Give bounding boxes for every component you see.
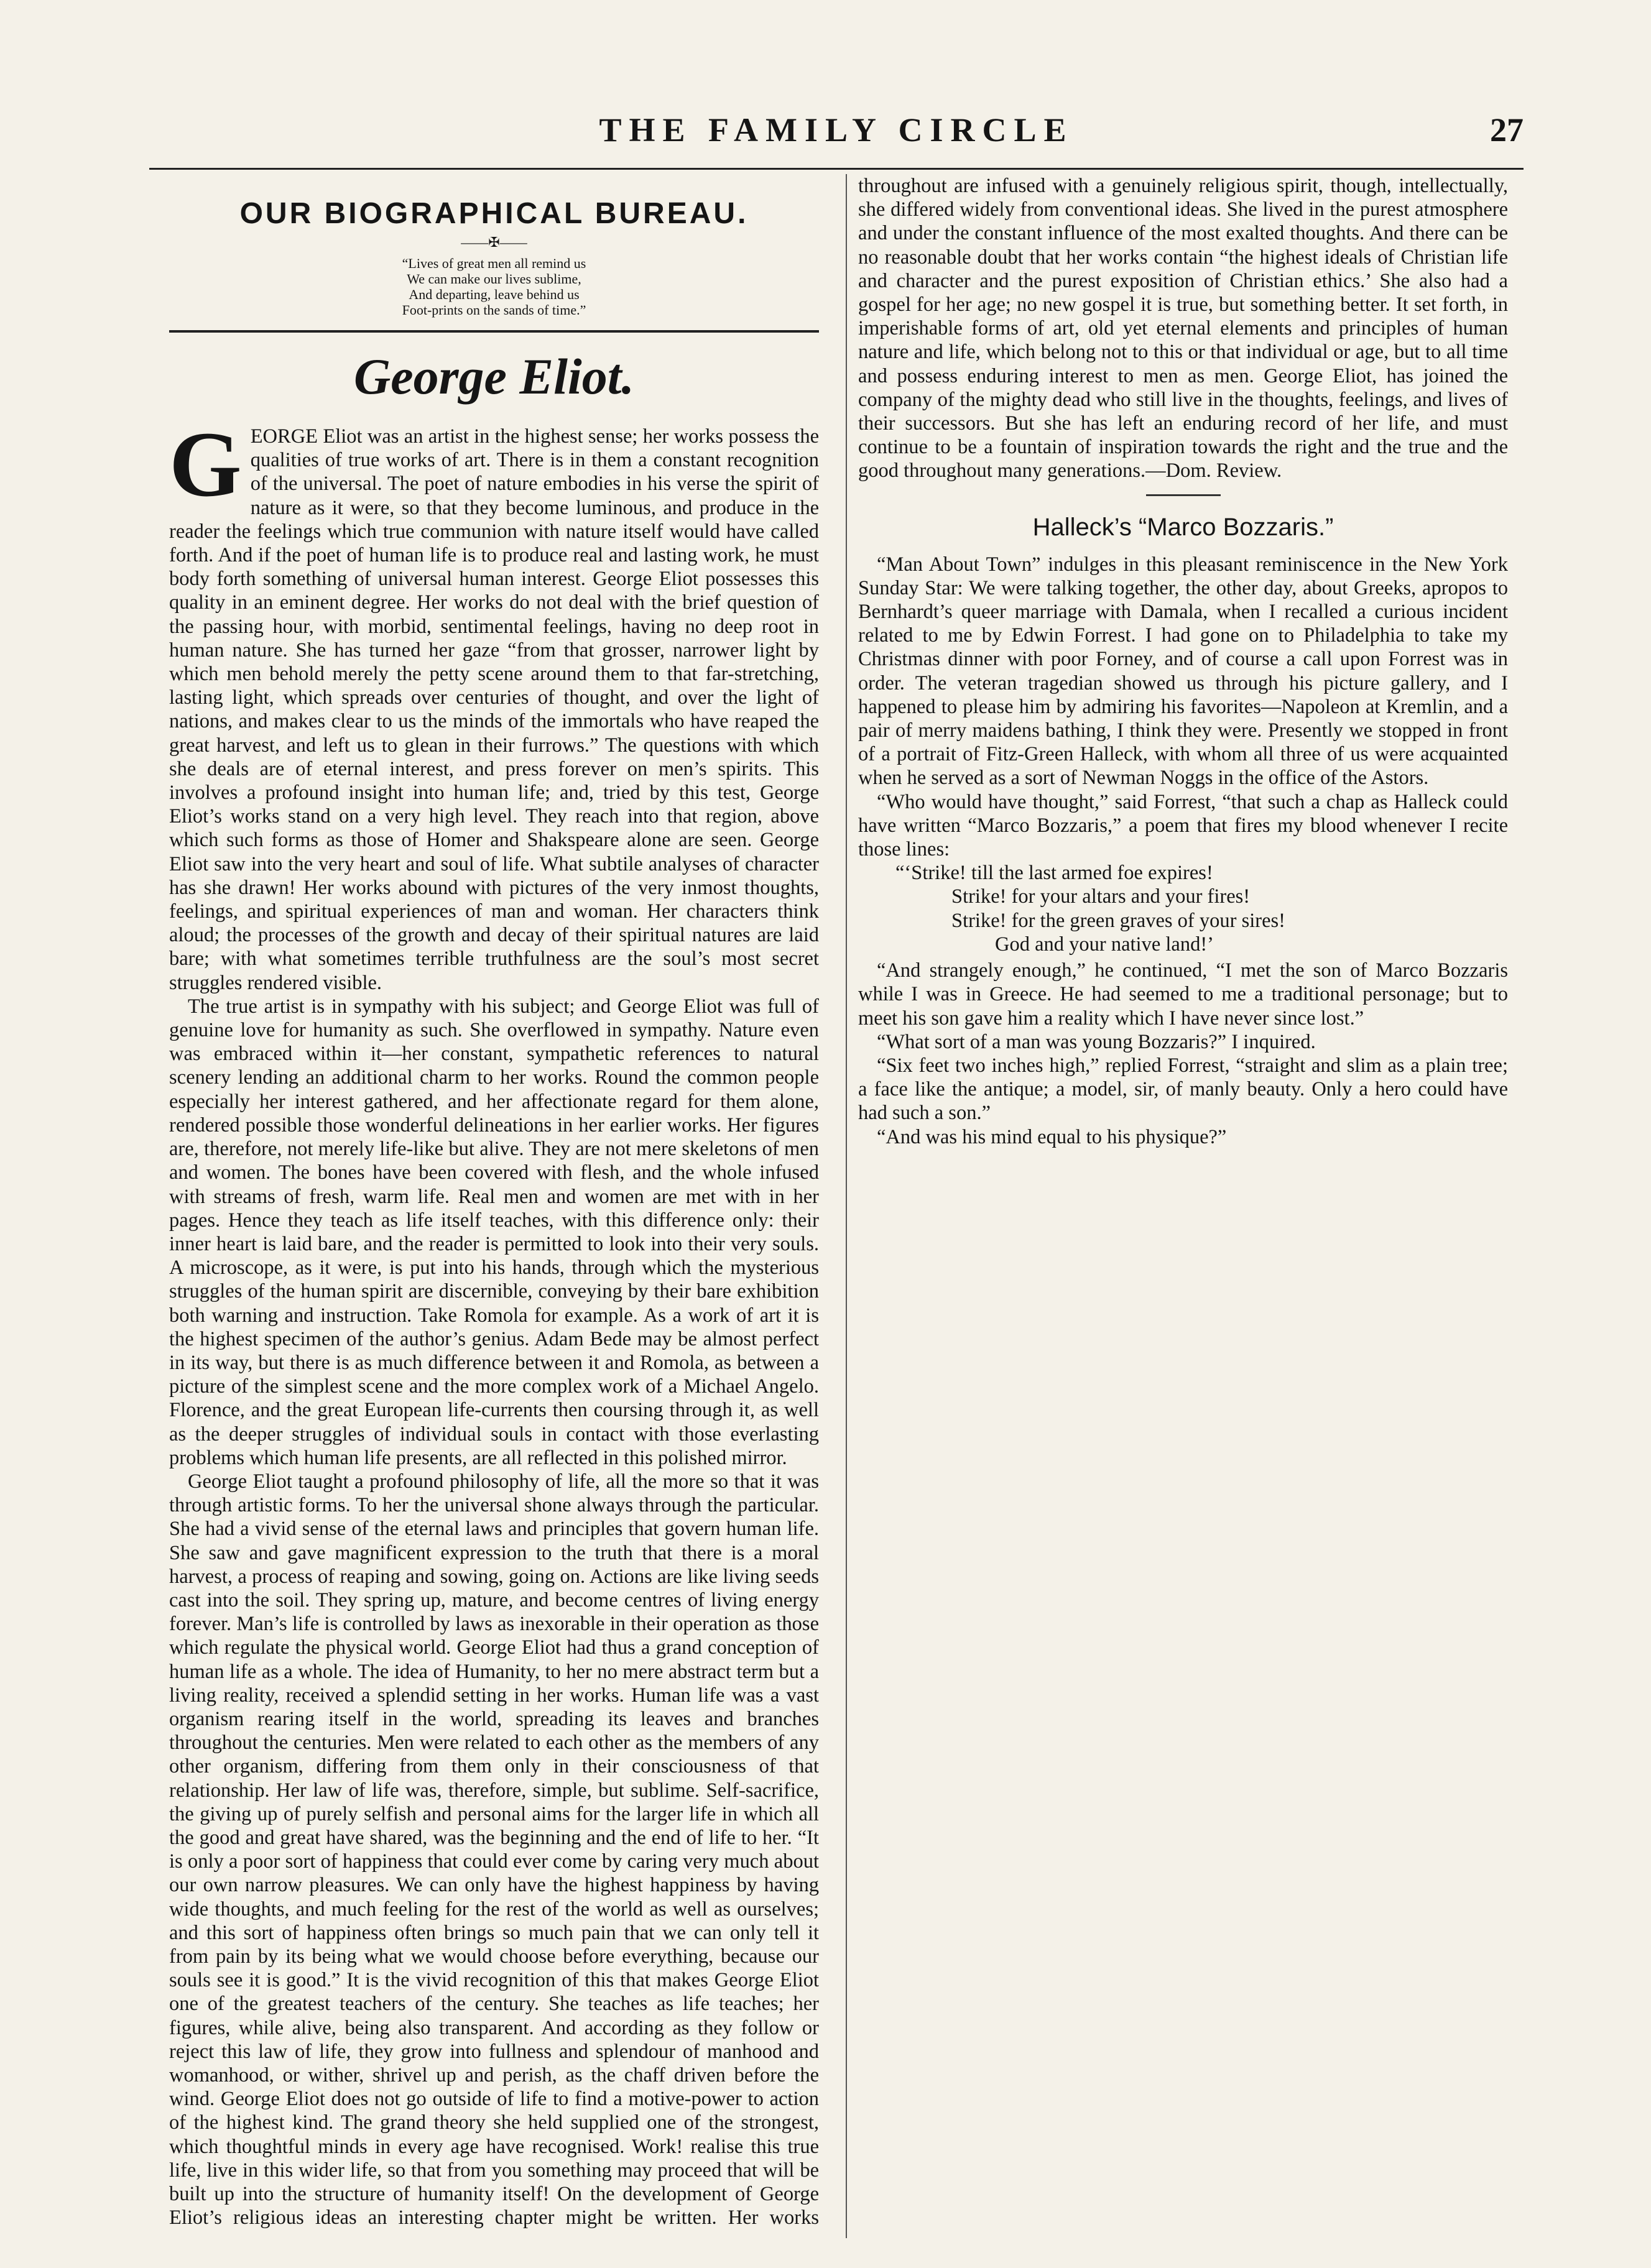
article-paragraph: The true artist is in sympathy with his subject; and George Eliot was full of genuine love for humanity as such. She overflowed in sympathy. Nature even was embraced within it—her constant, sympathetic references to natural scenery lending an additional charm to her works. Round the common people especially her interest gathered, and her affectionate regard for them alone, rendered possible those wonderful delineations in her earlier works. Her figures are, therefore, not merely life-like but alive. They are not mere skeletons of men and women. The bones have been covered with flesh, and the whole infused with streams of fresh, warm life. Real men and women are met with in her pages. Hence they teach as life itself teaches, with this difference only: their inner heart is laid bare, and the reader is permitted to look into their very souls. A microscope, as it were, is put into his hands, through which the mysterious struggles of the human spirit are discernible, conveying by their bare exhibition both warning and instruction. Take Romola for example. As a work of art it is the highest specimen of the author’s genius. Adam Bede may be almost perfect in its way, but there is as much difference between it and Romola, as between a picture of the simplest scene and the more complex work of a Michael Angelo. Florence, and the great European life-currents then coursing through it, as well as the deeper struggles of individual souls in contact with those everlasting problems which human life presents, are all reflected in this polished mirror. [169, 995, 819, 1469]
left-column [169, 174, 819, 2238]
page-number: 27 [1490, 111, 1524, 149]
drop-cap: G [169, 413, 242, 516]
article-separator [1146, 494, 1221, 496]
section-heading: OUR BIOGRAPHICAL BUREAU. [239, 197, 749, 230]
poem-line: God and your native land!’ [995, 933, 1214, 956]
article-paragraph-continued: throughout are infused with a genuinely religious spirit, though, intellectually, she differed widely from conventional ideas. She lived in the purest atmosphere and under the constant influence of the most exalted thoughts. And there can be no reasonable doubt that her works contain “the highest ideals of Christian life and character and the purest exposition of Christian ethics.’ She also had a gospel for her age; no new gospel it is true, but something better. It set forth, in imperishable forms of art, old yet eternal elements and principles of human nature and life, which belong not to this or that individual or age, but to all time and possess enduring interest to men as men. George Eliot, has joined the company of the mighty dead who still live in the thoughts, feelings, and lives of their successors. But she has left an enduring record of her life, and must continue to be a fountain of inspiration towards the right and the true and the good throughout many generations.—Dom. Review. [858, 175, 1508, 482]
article-paragraph [169, 413, 819, 995]
epigraph-line: We can make our lives sublime, [407, 271, 581, 287]
halleck-paragraph: “What sort of a man was young Bozzaris?” I inquired. [877, 1030, 1316, 1053]
poem-line: Strike! for your altars and your fires! [951, 885, 1251, 908]
epigraph-line: “Lives of great men all remind us [402, 256, 586, 271]
halleck-paragraph: “And was his mind equal to his physique?” [877, 1125, 1227, 1148]
running-title: THE FAMILY CIRCLE [599, 111, 1074, 149]
ornament-divider: ——✠—— [461, 234, 527, 250]
header-rule [149, 168, 1524, 170]
page-header [149, 111, 1524, 167]
halleck-paragraph: “Six feet two inches high,” replied Forrest, “straight and slim as a plain tree; a face like the antique; a model, sir, of manly beauty. Only a hero could have had such a son.” [858, 1054, 1508, 1125]
article-body [169, 413, 819, 2229]
poem-block [858, 861, 1508, 956]
epigraph [169, 256, 819, 318]
halleck-paragraph: “Man About Town” indulges in this pleasant reminiscence in the New York Sunday Star: We were talking together, the other day, about Greeks, apropos to Bernhardt’s queer marriage with Damala, when I recalled a curious incident related to me by Edwin Forrest. I had gone on to Philadelphia to take my Christmas dinner with poor Forney, and of course a call upon Forrest was in order. The veteran tragedian showed us through his picture gallery, and I happened to please him by admiring his favorites—Napoleon at Kremlin, and a pair of merry maidens bathing, I think they were. Presently we stopped in front of a portrait of Fitz-Green Halleck, with whom all three of us were acquainted when he served as a sort of Newman Noggs in the office of the Astors. [858, 553, 1508, 790]
section-rule [169, 330, 819, 333]
epigraph-line: Foot-prints on the sands of time.” [402, 302, 586, 318]
paragraph-text: EORGE Eliot was an artist in the highest sense; her works possess the qualities of true works of art. There is in them a constant recognition of the universal. The poet of nature embodies in his verse the spirit of nature as it were, so that they become luminous, and produce in the reader the feelings which true communion with nature itself would have called forth. And if the poet of human life is to produce real and lasting work, he must body forth something of universal human interest. George Eliot possesses this quality in an eminent degree. Her works do not deal with the brief question of the passing hour, with morbid, sentimental feelings, having no deep root in human nature. She has turned her gaze “from that grosser, narrower light by which men behold merely the petty scene around them to that far-stretching, lasting light, which spreads over centuries of thought, and over the light of nations, and makes clear to us the minds of the immortals who have reaped the great harvest, and left us to glean in their furrows.” The questions with which she deals are of eternal interest, and press forever on men’s spirits. This involves a profound insight into human life; and, tried by this test, George Eliot’s works stand on a very high level. They reach into that region, above which such forms as those of Homer and Shakspeare alone are seen. George Eliot saw into the very heart and soul of life. What subtile analyses of character has she drawn! Her works abound with pictures of the very inmost thoughts, feelings, and spiritual experiences of man and woman. Her characters think aloud; the processes of the growth and decay of their spiritual natures are laid bare; with what sometimes terrible truthfulness are the soul’s most secret struggles rendered visible. [169, 425, 819, 994]
halleck-paragraph: “And strangely enough,” he continued, “I met the son of Marco Bozzaris while I was in Greece. He had seemed to me a traditional personage; but to meet his son gave him a reality which I have never since lost.” [858, 959, 1508, 1030]
article-continuation [858, 174, 1508, 483]
column-divider [846, 174, 847, 2238]
epigraph-line: And departing, leave behind us [409, 287, 580, 302]
halleck-body [858, 553, 1508, 1149]
article-paragraph: George Eliot taught a profound philosophy of life, all the more so that it was through artistic forms. To her the universal shone always through the particular. She had a vivid sense of the eternal laws and principles that govern human life. She saw and gave magnificent expression to the truth that there is a moral harvest, a process of reaping and sowing, going on. Actions are like living seeds cast into the soil. They spring up, mature, and become centres of living energy forever. Man’s life is controlled by laws as inexorable in their operation as those which regulate the physical world. George Eliot had thus a grand conception of human life as a whole. The idea of Humanity, to her no mere abstract term but a living reality, received a splendid setting in her works. Human life was a vast organism rearing itself in the world, spreading its leaves and branches throughout the centuries. Men were related to each other as the members of any other organism, differing from them only in their consciousness of that relationship. Her law of life was, therefore, simple, but sublime. Self-sacrifice, the giving up of purely selfish and personal aims for the larger life in which all the good and great have shared, was the beginning and the end of life to her. “It is only a poor sort of happiness that could ever come by caring very much about our own narrow pleasures. We can only have the highest happiness by having wide thoughts, and much feeling for the rest of the world as well as ourselves; and this sort of happiness often brings so much pain that we can only tell it from pain by its being what we would choose before everything, because our souls see it is good.” It is the vivid recognition of this that makes George Eliot one of the greatest teachers of the century. She teaches as life teaches; her figures, while alive, being also transparent. And according as they follow or reject this law of life, they grow into fullness and splendour of manhood and womanhood, or wither, shrivel up and perish, as the chaff driven before the wind. George Eliot does not go outside of life to find a motive-power to action of the highest kind. The grand theory she held supplied one of the strongest, which thoughtful minds in every age have recognised. Work! realise this true life, live in this wider life, so that from you something may proceed that will be built up into the structure of humanity itself! On the development of George Eliot’s religious ideas an interesting chapter might be written. Her works [169, 1470, 819, 2229]
halleck-title: Halleck’s “Marco Bozzaris.” [1032, 513, 1334, 541]
article-title: George Eliot. [354, 348, 634, 405]
halleck-paragraph: “Who would have thought,” said Forrest, “that such a chap as Halleck could have written “Marco Bozzaris,” a poem that fires my blood whenever I recite those lines: [858, 790, 1508, 861]
poem-line: “‘Strike! till the last armed foe expires! [895, 862, 1213, 885]
poem-line: Strike! for the green graves of your sires! [951, 909, 1285, 932]
right-column [858, 174, 1508, 2238]
